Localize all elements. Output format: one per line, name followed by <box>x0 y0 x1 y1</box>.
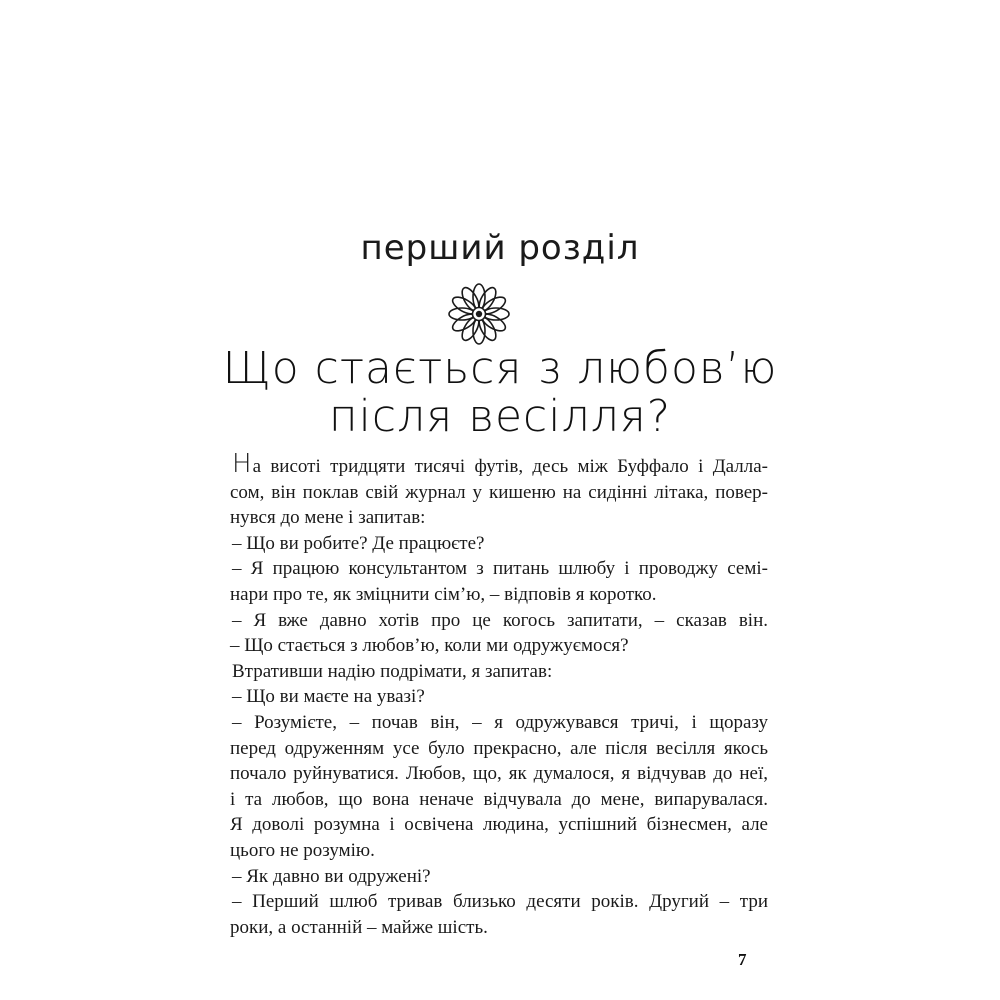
text-line-content: а висоті тридцяти тисячі футів, десь між Буффало і Далла- <box>252 456 768 477</box>
text-line <box>230 556 768 582</box>
text-line-content: цього не розумію. <box>230 839 375 861</box>
text-line-content: – Перший шлюб тривав близько десяти років. Другий – три <box>232 891 768 913</box>
text-line-content: нари про те, як зміцнити сім’ю, – відповів я коротко. <box>230 583 657 605</box>
text-line-content: – Я вже давно хотів про це когось запитати, – сказав він. <box>232 609 768 631</box>
chapter-title-line: Що стається з любов’ю <box>222 343 778 394</box>
text-line <box>230 787 768 813</box>
text-line-content: Втративши надію подрімати, я запитав: <box>232 660 553 682</box>
text-line-content: Я доволі розумна і освічена людина, успішний бізнесмен, але <box>230 814 768 836</box>
text-line <box>230 582 768 608</box>
text-line-content: – Що стається з любов’ю, коли ми одружуємося? <box>230 635 629 657</box>
text-line <box>230 684 768 710</box>
drop-cap: Н <box>232 449 253 479</box>
text-line <box>230 710 768 736</box>
flower-ornament-icon <box>445 280 513 348</box>
chapter-title <box>0 345 1000 441</box>
text-line-content: роки, а останній – майже шість. <box>230 916 488 938</box>
page-number: 7 <box>738 950 747 969</box>
text-line <box>230 659 768 685</box>
text-line-content: і та любов, що вона неначе відчувала до мене, випарувалася. <box>230 788 768 810</box>
body-text <box>230 449 768 940</box>
text-line-content: – Розумієте, – почав він, – я одружувався тричі, і щоразу <box>232 711 768 733</box>
chapter-title-line: після весілля? <box>328 391 672 442</box>
text-line <box>230 608 768 634</box>
text-line <box>230 915 768 941</box>
text-line-content: – Що ви маєте на увазі? <box>232 686 425 708</box>
text-line <box>230 812 768 838</box>
text-line <box>230 480 768 506</box>
chapter-label: перший розділ <box>360 228 640 268</box>
text-line <box>230 889 768 915</box>
text-line-content: – Як давно ви одружені? <box>232 865 431 887</box>
text-line-content: – Я працюю консультантом з питань шлюбу і проводжу семі- <box>232 558 768 580</box>
text-line <box>230 736 768 762</box>
text-line <box>230 505 768 531</box>
text-line <box>230 449 768 480</box>
text-line-content: – Що ви робите? Де працюєте? <box>232 532 485 554</box>
text-line <box>230 864 768 890</box>
text-line-content: сом, він поклав свій журнал у кишеню на сидінні літака, повер- <box>230 481 768 503</box>
text-line <box>230 838 768 864</box>
text-line <box>230 761 768 787</box>
text-line-content: перед одруженням усе було прекрасно, але після весілля якось <box>230 737 768 759</box>
text-line <box>230 531 768 557</box>
text-line-content: почало руйнуватися. Любов, що, як думалося, я відчував до неї, <box>230 763 768 785</box>
text-line <box>230 633 768 659</box>
text-line-content: нувся до мене і запитав: <box>230 507 426 529</box>
